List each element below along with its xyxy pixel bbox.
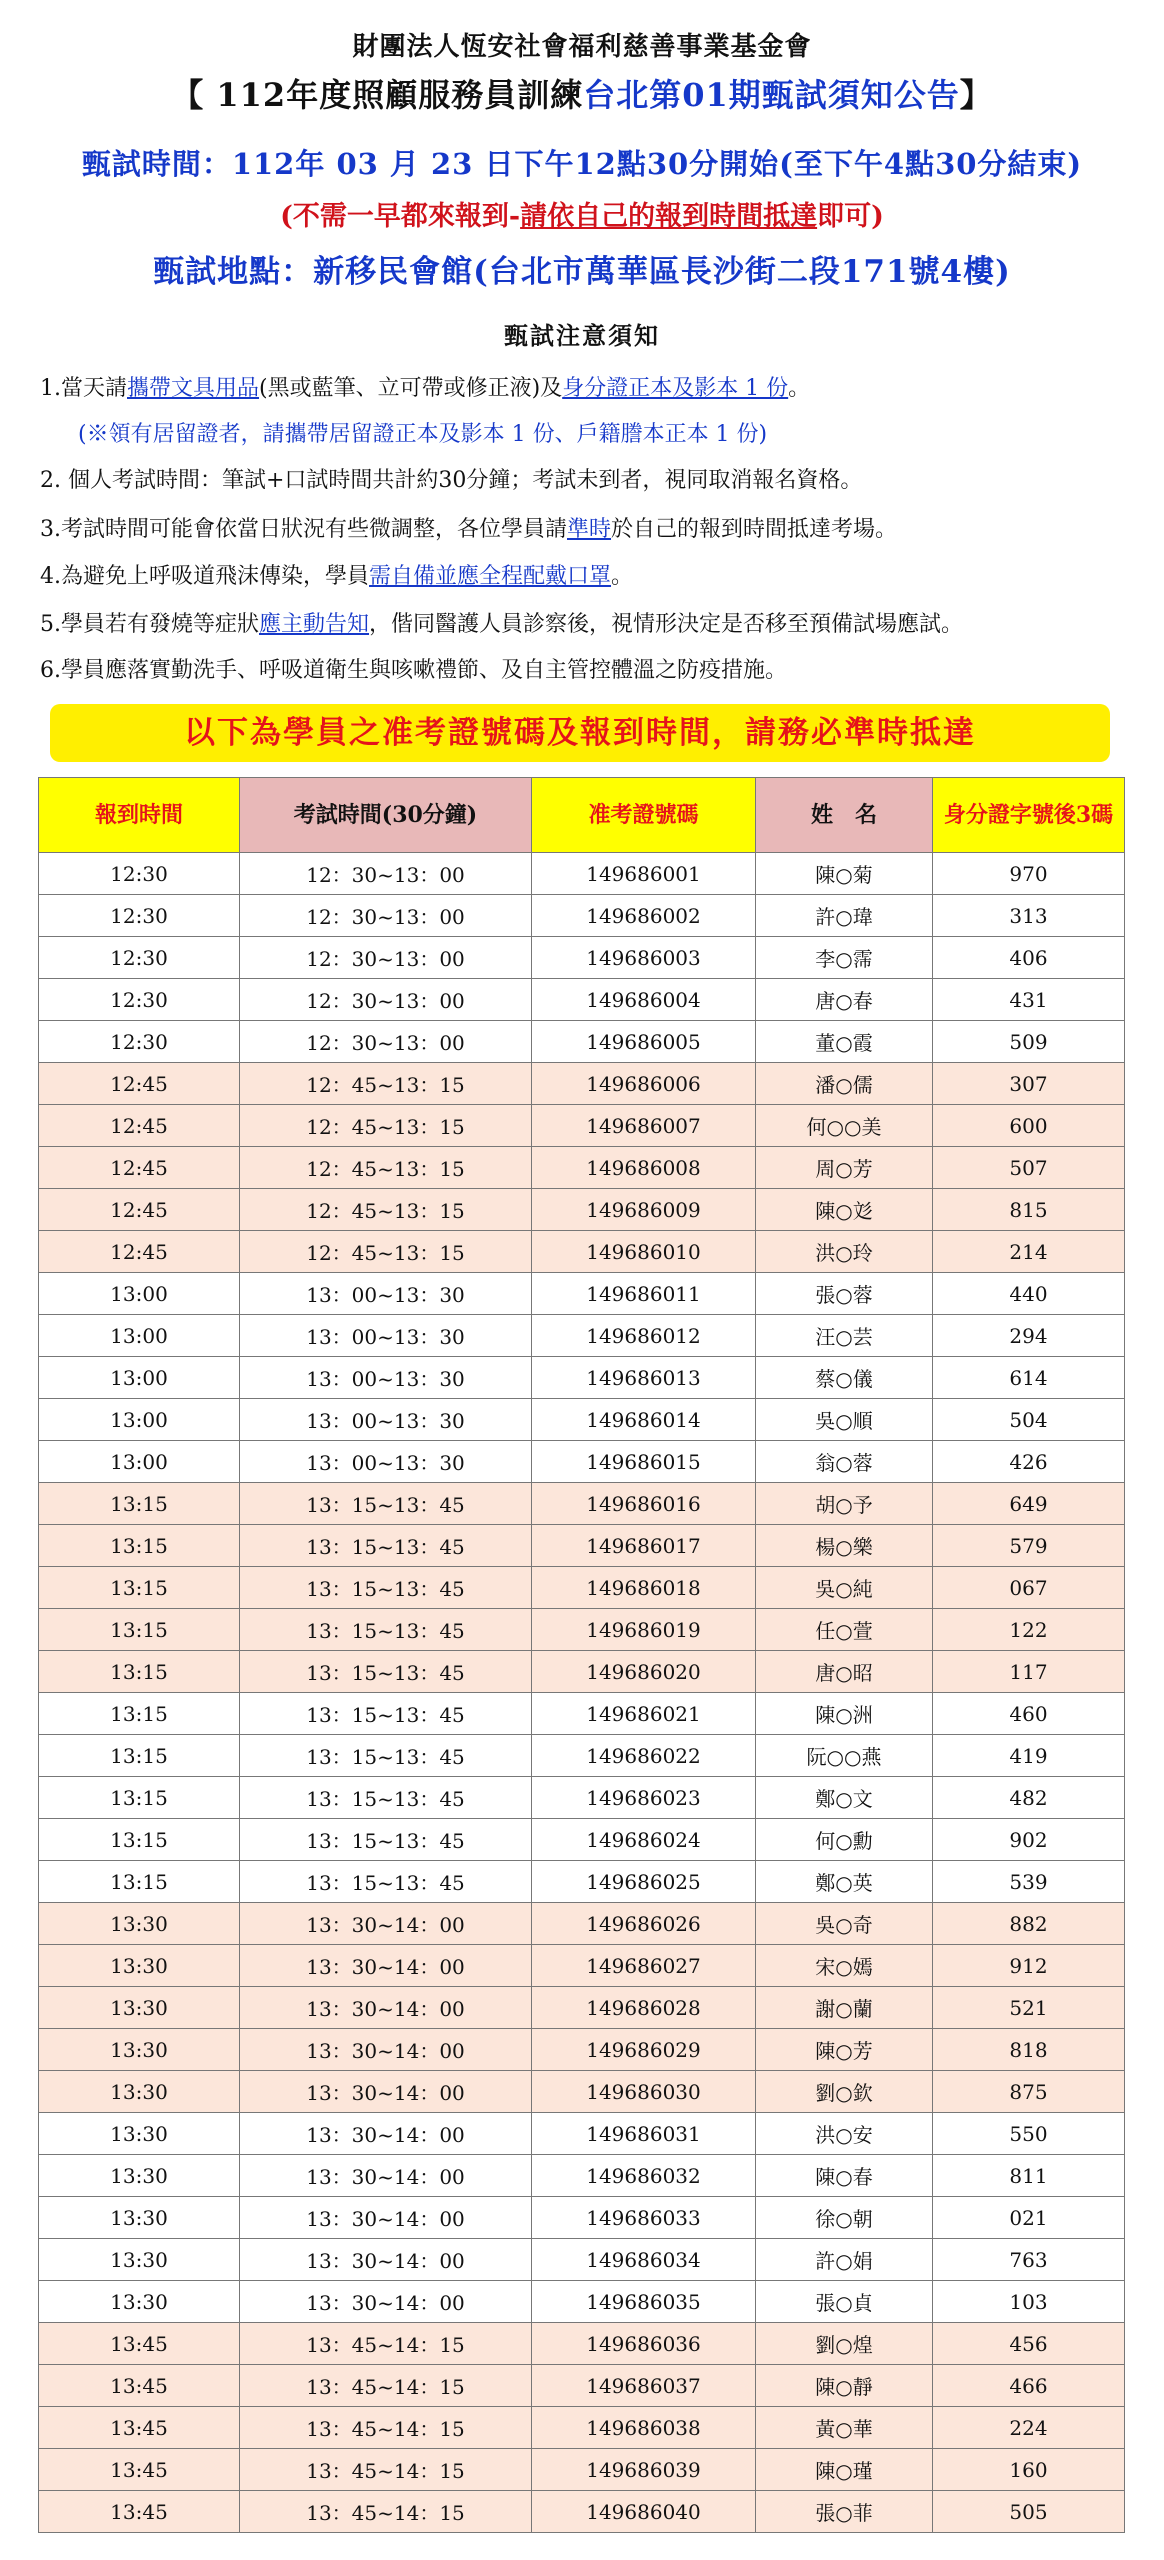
rule-2: 2. 個人考試時間：筆試+口試時間共計約30分鐘；考試未到者，視同取消報名資格。 (40, 468, 863, 493)
rule-1-resident-note: (※領有居留證者，請攜帶居留證正本及影本 1 份、戶籍謄本正本 1 份) (78, 422, 768, 447)
cell-checkin-time: 12:30 (39, 937, 240, 979)
cell-admission-number: 149686026 (532, 1903, 756, 1945)
table-row (39, 1399, 1125, 1441)
table-row (39, 2113, 1125, 2155)
cell-exam-time: 13：30~14：00 (240, 1987, 532, 2029)
arrival-banner: 以下為學員之准考證號碼及報到時間，請務必準時抵達 (50, 704, 1110, 762)
cell-exam-time: 12：45~13：15 (240, 1105, 532, 1147)
cell-id-last3: 466 (933, 2365, 1125, 2407)
cell-id-last3: 440 (933, 1273, 1125, 1315)
rule-1-end: 。 (788, 376, 811, 401)
table-body (39, 853, 1125, 2533)
cell-id-last3: 122 (933, 1609, 1125, 1651)
cell-checkin-time: 13:45 (39, 2449, 240, 2491)
table-row (39, 979, 1125, 1021)
table-row (39, 1021, 1125, 1063)
cell-name: 徐○朝 (756, 2197, 933, 2239)
rule-4-emphasis: 需自備並應全程配戴口罩 (369, 564, 612, 589)
cell-exam-time: 12：30~13：00 (240, 895, 532, 937)
title-course: 112年度照顧服務員訓練 (204, 76, 584, 114)
cell-name: 劉○煌 (756, 2323, 933, 2365)
cell-checkin-time: 12:30 (39, 853, 240, 895)
cell-admission-number: 149686016 (532, 1483, 756, 1525)
cell-checkin-time: 13:15 (39, 1819, 240, 1861)
table-row (39, 1777, 1125, 1819)
table-row (39, 2365, 1125, 2407)
rule-3-end: 於自己的報到時間抵達考場。 (611, 517, 898, 542)
cell-exam-time: 13：15~13：45 (240, 1525, 532, 1567)
cell-checkin-time: 13:00 (39, 1357, 240, 1399)
table-row (39, 1903, 1125, 1945)
cell-name: 陳○芳 (756, 2029, 933, 2071)
cell-checkin-time: 13:15 (39, 1735, 240, 1777)
cell-checkin-time: 13:30 (39, 2155, 240, 2197)
cell-exam-time: 13：45~14：15 (240, 2365, 532, 2407)
cell-exam-time: 12：30~13：00 (240, 1021, 532, 1063)
cell-checkin-time: 13:30 (39, 1987, 240, 2029)
cell-name: 董○霞 (756, 1021, 933, 1063)
table-row (39, 1651, 1125, 1693)
cell-admission-number: 149686040 (532, 2491, 756, 2533)
cell-checkin-time: 13:30 (39, 2239, 240, 2281)
cell-checkin-time: 13:15 (39, 1777, 240, 1819)
table-row (39, 1819, 1125, 1861)
cell-name: 許○瑋 (756, 895, 933, 937)
cell-id-last3: 460 (933, 1693, 1125, 1735)
cell-admission-number: 149686018 (532, 1567, 756, 1609)
cell-id-last3: 614 (933, 1357, 1125, 1399)
cell-exam-time: 13：30~14：00 (240, 2029, 532, 2071)
cell-name: 宋○嫣 (756, 1945, 933, 1987)
cell-checkin-time: 13:15 (39, 1609, 240, 1651)
arrival-note-emphasis: 請依自己的報到時間抵達 (520, 201, 818, 232)
cell-admission-number: 149686030 (532, 2071, 756, 2113)
cell-id-last3: 504 (933, 1399, 1125, 1441)
cell-admission-number: 149686007 (532, 1105, 756, 1147)
table-row (39, 1147, 1125, 1189)
rule-6: 6.學員應落實勤洗手、呼吸道衛生與咳嗽禮節、及自主管控體溫之防疫措施。 (40, 658, 787, 683)
cell-exam-time: 13：15~13：45 (240, 1861, 532, 1903)
cell-exam-time: 13：45~14：15 (240, 2449, 532, 2491)
cell-admission-number: 149686038 (532, 2407, 756, 2449)
cell-id-last3: 875 (933, 2071, 1125, 2113)
cell-id-last3: 811 (933, 2155, 1125, 2197)
cell-name: 洪○安 (756, 2113, 933, 2155)
cell-name: 任○萱 (756, 1609, 933, 1651)
cell-admission-number: 149686017 (532, 1525, 756, 1567)
cell-id-last3: 815 (933, 1189, 1125, 1231)
cell-checkin-time: 13:15 (39, 1525, 240, 1567)
table-row (39, 1567, 1125, 1609)
cell-id-last3: 307 (933, 1063, 1125, 1105)
cell-admission-number: 149686012 (532, 1315, 756, 1357)
rule-1-note (78, 420, 1164, 450)
table-row (39, 1483, 1125, 1525)
cell-admission-number: 149686002 (532, 895, 756, 937)
cell-exam-time: 13：00~13：30 (240, 1273, 532, 1315)
cell-admission-number: 149686032 (532, 2155, 756, 2197)
cell-id-last3: 214 (933, 1231, 1125, 1273)
cell-admission-number: 149686039 (532, 2449, 756, 2491)
table-row (39, 895, 1125, 937)
rule-5-end: ，偕同醫護人員診察後，視情形決定是否移至預備試場應試。 (369, 612, 964, 637)
cell-name: 謝○蘭 (756, 1987, 933, 2029)
cell-exam-time: 13：15~13：45 (240, 1777, 532, 1819)
cell-admission-number: 149686037 (532, 2365, 756, 2407)
rule-1 (40, 374, 1160, 404)
cell-admission-number: 149686004 (532, 979, 756, 1021)
cell-id-last3: 419 (933, 1735, 1125, 1777)
cell-checkin-time: 13:15 (39, 1567, 240, 1609)
table-header-row (39, 778, 1125, 853)
cell-admission-number: 149686001 (532, 853, 756, 895)
cell-id-last3: 482 (933, 1777, 1125, 1819)
rule-5 (40, 610, 1160, 640)
table-row (39, 1987, 1125, 2029)
cell-id-last3: 426 (933, 1441, 1125, 1483)
cell-admission-number: 149686024 (532, 1819, 756, 1861)
cell-name: 張○貞 (756, 2281, 933, 2323)
rule-1-text: 1.當天請 (40, 376, 127, 401)
cell-admission-number: 149686023 (532, 1777, 756, 1819)
cell-id-last3: 763 (933, 2239, 1125, 2281)
cell-checkin-time: 13:45 (39, 2407, 240, 2449)
cell-exam-time: 13：15~13：45 (240, 1693, 532, 1735)
cell-checkin-time: 13:00 (39, 1399, 240, 1441)
cell-id-last3: 313 (933, 895, 1125, 937)
arrival-note (0, 194, 1164, 233)
cell-exam-time: 13：45~14：15 (240, 2407, 532, 2449)
candidate-table (38, 777, 1125, 2533)
cell-admission-number: 149686029 (532, 2029, 756, 2071)
rule-5-emphasis: 應主動告知 (259, 612, 370, 637)
cell-exam-time: 13：15~13：45 (240, 1651, 532, 1693)
cell-admission-number: 149686035 (532, 2281, 756, 2323)
cell-checkin-time: 13:15 (39, 1693, 240, 1735)
cell-name: 阮○○燕 (756, 1735, 933, 1777)
rule-4-end: 。 (611, 564, 634, 589)
title-bracket-open: 【 (171, 76, 205, 114)
cell-id-last3: 970 (933, 853, 1125, 895)
exam-time: 甄試時間：112年 03 月 23 日下午12點30分開始(至下午4點30分結束) (81, 147, 1083, 181)
cell-admission-number: 149686005 (532, 1021, 756, 1063)
header-id-last3: 身分證字號後3碼 (933, 778, 1125, 853)
cell-checkin-time: 13:00 (39, 1315, 240, 1357)
rule-3-text: 3.考試時間可能會依當日狀況有些微調整，各位學員請 (40, 517, 567, 542)
cell-checkin-time: 13:30 (39, 2029, 240, 2071)
header-admission-number: 准考證號碼 (532, 778, 756, 853)
cell-id-last3: 431 (933, 979, 1125, 1021)
cell-name: 洪○玲 (756, 1231, 933, 1273)
cell-name: 張○菲 (756, 2491, 933, 2533)
table-row (39, 1315, 1125, 1357)
cell-exam-time: 13：45~14：15 (240, 2323, 532, 2365)
cell-exam-time: 13：30~14：00 (240, 1945, 532, 1987)
rule-1-text-2: (黑或藍筆、立可帶或修正液)及 (259, 376, 563, 401)
header-checkin-time: 報到時間 (39, 778, 240, 853)
cell-id-last3: 509 (933, 1021, 1125, 1063)
cell-name: 許○娟 (756, 2239, 933, 2281)
cell-name: 張○蓉 (756, 1273, 933, 1315)
cell-name: 黃○華 (756, 2407, 933, 2449)
cell-checkin-time: 12:45 (39, 1147, 240, 1189)
cell-checkin-time: 13:30 (39, 2113, 240, 2155)
cell-id-last3: 550 (933, 2113, 1125, 2155)
table-row (39, 2407, 1125, 2449)
cell-checkin-time: 13:15 (39, 1651, 240, 1693)
cell-checkin-time: 12:45 (39, 1231, 240, 1273)
cell-exam-time: 13：00~13：30 (240, 1441, 532, 1483)
cell-admission-number: 149686031 (532, 2113, 756, 2155)
cell-admission-number: 149686020 (532, 1651, 756, 1693)
table-row (39, 1273, 1125, 1315)
cell-id-last3: 505 (933, 2491, 1125, 2533)
cell-admission-number: 149686009 (532, 1189, 756, 1231)
cell-name: 何○○美 (756, 1105, 933, 1147)
cell-admission-number: 149686021 (532, 1693, 756, 1735)
cell-name: 吳○純 (756, 1567, 933, 1609)
table-row (39, 2491, 1125, 2533)
cell-exam-time: 13：15~13：45 (240, 1567, 532, 1609)
table-row (39, 1945, 1125, 1987)
cell-admission-number: 149686011 (532, 1273, 756, 1315)
cell-id-last3: 649 (933, 1483, 1125, 1525)
rule-3 (40, 515, 1160, 545)
notice-heading: 甄試注意須知 (504, 321, 660, 350)
cell-id-last3: 117 (933, 1651, 1125, 1693)
cell-id-last3: 103 (933, 2281, 1125, 2323)
table-row (39, 2155, 1125, 2197)
cell-exam-time: 13：30~14：00 (240, 2239, 532, 2281)
cell-id-last3: 579 (933, 1525, 1125, 1567)
exam-place: 甄試地點：新移民會館(台北市萬華區長沙街二段171號4樓) (153, 254, 1011, 290)
cell-exam-time: 12：45~13：15 (240, 1189, 532, 1231)
cell-checkin-time: 13:00 (39, 1273, 240, 1315)
cell-exam-time: 12：45~13：15 (240, 1231, 532, 1273)
cell-admission-number: 149686019 (532, 1609, 756, 1651)
table-row (39, 1525, 1125, 1567)
cell-id-last3: 294 (933, 1315, 1125, 1357)
table-row (39, 2197, 1125, 2239)
cell-name: 陳○彣 (756, 1189, 933, 1231)
cell-checkin-time: 12:45 (39, 1063, 240, 1105)
cell-exam-time: 13：30~14：00 (240, 2071, 532, 2113)
table-row (39, 1735, 1125, 1777)
cell-id-last3: 912 (933, 1945, 1125, 1987)
cell-exam-time: 13：30~14：00 (240, 2281, 532, 2323)
cell-admission-number: 149686028 (532, 1987, 756, 2029)
cell-id-last3: 507 (933, 1147, 1125, 1189)
table-row (39, 1231, 1125, 1273)
cell-name: 吳○順 (756, 1399, 933, 1441)
rule-1-emphasis-stationery: 攜帶文具用品 (127, 376, 260, 401)
cell-id-last3: 160 (933, 2449, 1125, 2491)
cell-exam-time: 12：45~13：15 (240, 1147, 532, 1189)
cell-exam-time: 13：00~13：30 (240, 1357, 532, 1399)
cell-exam-time: 13：30~14：00 (240, 2113, 532, 2155)
cell-name: 蔡○儀 (756, 1357, 933, 1399)
arrival-note-part3: 即可) (817, 201, 884, 232)
cell-name: 陳○靜 (756, 2365, 933, 2407)
cell-checkin-time: 13:15 (39, 1483, 240, 1525)
table-row (39, 1609, 1125, 1651)
cell-exam-time: 12：45~13：15 (240, 1063, 532, 1105)
cell-checkin-time: 12:30 (39, 1021, 240, 1063)
cell-checkin-time: 13:30 (39, 1945, 240, 1987)
table-row (39, 2449, 1125, 2491)
arrival-note-part1: (不需一早都來報到- (280, 201, 521, 232)
announcement-title (0, 70, 1164, 116)
cell-id-last3: 882 (933, 1903, 1125, 1945)
cell-exam-time: 13：30~14：00 (240, 2197, 532, 2239)
cell-checkin-time: 13:45 (39, 2365, 240, 2407)
cell-exam-time: 13：00~13：30 (240, 1315, 532, 1357)
cell-exam-time: 12：30~13：00 (240, 853, 532, 895)
table-row (39, 2071, 1125, 2113)
cell-admission-number: 149686003 (532, 937, 756, 979)
cell-checkin-time: 12:45 (39, 1105, 240, 1147)
title-bracket-close: 】 (959, 76, 993, 114)
cell-name: 翁○蓉 (756, 1441, 933, 1483)
rule-3-emphasis: 準時 (567, 517, 612, 542)
cell-admission-number: 149686008 (532, 1147, 756, 1189)
cell-checkin-time: 13:00 (39, 1441, 240, 1483)
cell-checkin-time: 13:30 (39, 2071, 240, 2113)
table-row (39, 937, 1125, 979)
cell-name: 陳○菊 (756, 853, 933, 895)
rule-1-emphasis-id: 身分證正本及影本 1 份 (562, 376, 789, 401)
cell-id-last3: 021 (933, 2197, 1125, 2239)
cell-exam-time: 12：30~13：00 (240, 979, 532, 1021)
cell-exam-time: 13：00~13：30 (240, 1399, 532, 1441)
cell-id-last3: 456 (933, 2323, 1125, 2365)
cell-name: 李○霈 (756, 937, 933, 979)
cell-id-last3: 521 (933, 1987, 1125, 2029)
cell-name: 楊○樂 (756, 1525, 933, 1567)
cell-name: 陳○瑾 (756, 2449, 933, 2491)
header-exam-time: 考試時間(30分鐘) (240, 778, 532, 853)
cell-admission-number: 149686015 (532, 1441, 756, 1483)
cell-name: 劉○欽 (756, 2071, 933, 2113)
cell-name: 吳○奇 (756, 1903, 933, 1945)
cell-id-last3: 600 (933, 1105, 1125, 1147)
cell-admission-number: 149686025 (532, 1861, 756, 1903)
rule-4-text: 4.為避免上呼吸道飛沫傳染，學員 (40, 564, 369, 589)
cell-name: 汪○芸 (756, 1315, 933, 1357)
cell-exam-time: 13：30~14：00 (240, 1903, 532, 1945)
cell-name: 陳○洲 (756, 1693, 933, 1735)
table-row (39, 2029, 1125, 2071)
cell-id-last3: 902 (933, 1819, 1125, 1861)
cell-checkin-time: 13:30 (39, 1903, 240, 1945)
cell-exam-time: 13：15~13：45 (240, 1483, 532, 1525)
cell-checkin-time: 12:45 (39, 1189, 240, 1231)
cell-id-last3: 406 (933, 937, 1125, 979)
cell-exam-time: 13：15~13：45 (240, 1735, 532, 1777)
cell-admission-number: 149686022 (532, 1735, 756, 1777)
table-row (39, 1189, 1125, 1231)
cell-admission-number: 149686034 (532, 2239, 756, 2281)
cell-id-last3: 539 (933, 1861, 1125, 1903)
cell-id-last3: 818 (933, 2029, 1125, 2071)
cell-checkin-time: 13:30 (39, 2197, 240, 2239)
cell-admission-number: 149686010 (532, 1231, 756, 1273)
header-name: 姓 名 (756, 778, 933, 853)
cell-checkin-time: 13:45 (39, 2491, 240, 2533)
table-row (39, 1441, 1125, 1483)
cell-checkin-time: 13:45 (39, 2323, 240, 2365)
cell-admission-number: 149686036 (532, 2323, 756, 2365)
table-row (39, 1357, 1125, 1399)
cell-name: 鄭○英 (756, 1861, 933, 1903)
cell-exam-time: 13：45~14：15 (240, 2491, 532, 2533)
table-row (39, 2281, 1125, 2323)
cell-admission-number: 149686006 (532, 1063, 756, 1105)
table-row (39, 853, 1125, 895)
rule-5-text: 5.學員若有發燒等症狀 (40, 612, 259, 637)
cell-name: 唐○昭 (756, 1651, 933, 1693)
cell-exam-time: 13：30~14：00 (240, 2155, 532, 2197)
table-row (39, 1105, 1125, 1147)
cell-id-last3: 224 (933, 2407, 1125, 2449)
cell-name: 周○芳 (756, 1147, 933, 1189)
cell-checkin-time: 13:15 (39, 1861, 240, 1903)
title-session: 台北第01期甄試須知公告 (583, 76, 960, 114)
cell-checkin-time: 13:30 (39, 2281, 240, 2323)
cell-name: 唐○春 (756, 979, 933, 1021)
cell-checkin-time: 12:30 (39, 895, 240, 937)
organization-name: 財團法人恆安社會福利慈善事業基金會 (352, 32, 812, 62)
cell-name: 胡○予 (756, 1483, 933, 1525)
cell-exam-time: 13：15~13：45 (240, 1819, 532, 1861)
cell-admission-number: 149686014 (532, 1399, 756, 1441)
cell-checkin-time: 12:30 (39, 979, 240, 1021)
table-row (39, 1861, 1125, 1903)
cell-admission-number: 149686013 (532, 1357, 756, 1399)
table-row (39, 1063, 1125, 1105)
cell-name: 陳○春 (756, 2155, 933, 2197)
table-row (39, 1693, 1125, 1735)
cell-admission-number: 149686033 (532, 2197, 756, 2239)
table-row (39, 2323, 1125, 2365)
cell-name: 何○勳 (756, 1819, 933, 1861)
cell-id-last3: 067 (933, 1567, 1125, 1609)
cell-name: 鄭○文 (756, 1777, 933, 1819)
cell-exam-time: 12：30~13：00 (240, 937, 532, 979)
cell-exam-time: 13：15~13：45 (240, 1609, 532, 1651)
rule-4 (40, 562, 1160, 592)
cell-name: 潘○儒 (756, 1063, 933, 1105)
table-row (39, 2239, 1125, 2281)
cell-admission-number: 149686027 (532, 1945, 756, 1987)
